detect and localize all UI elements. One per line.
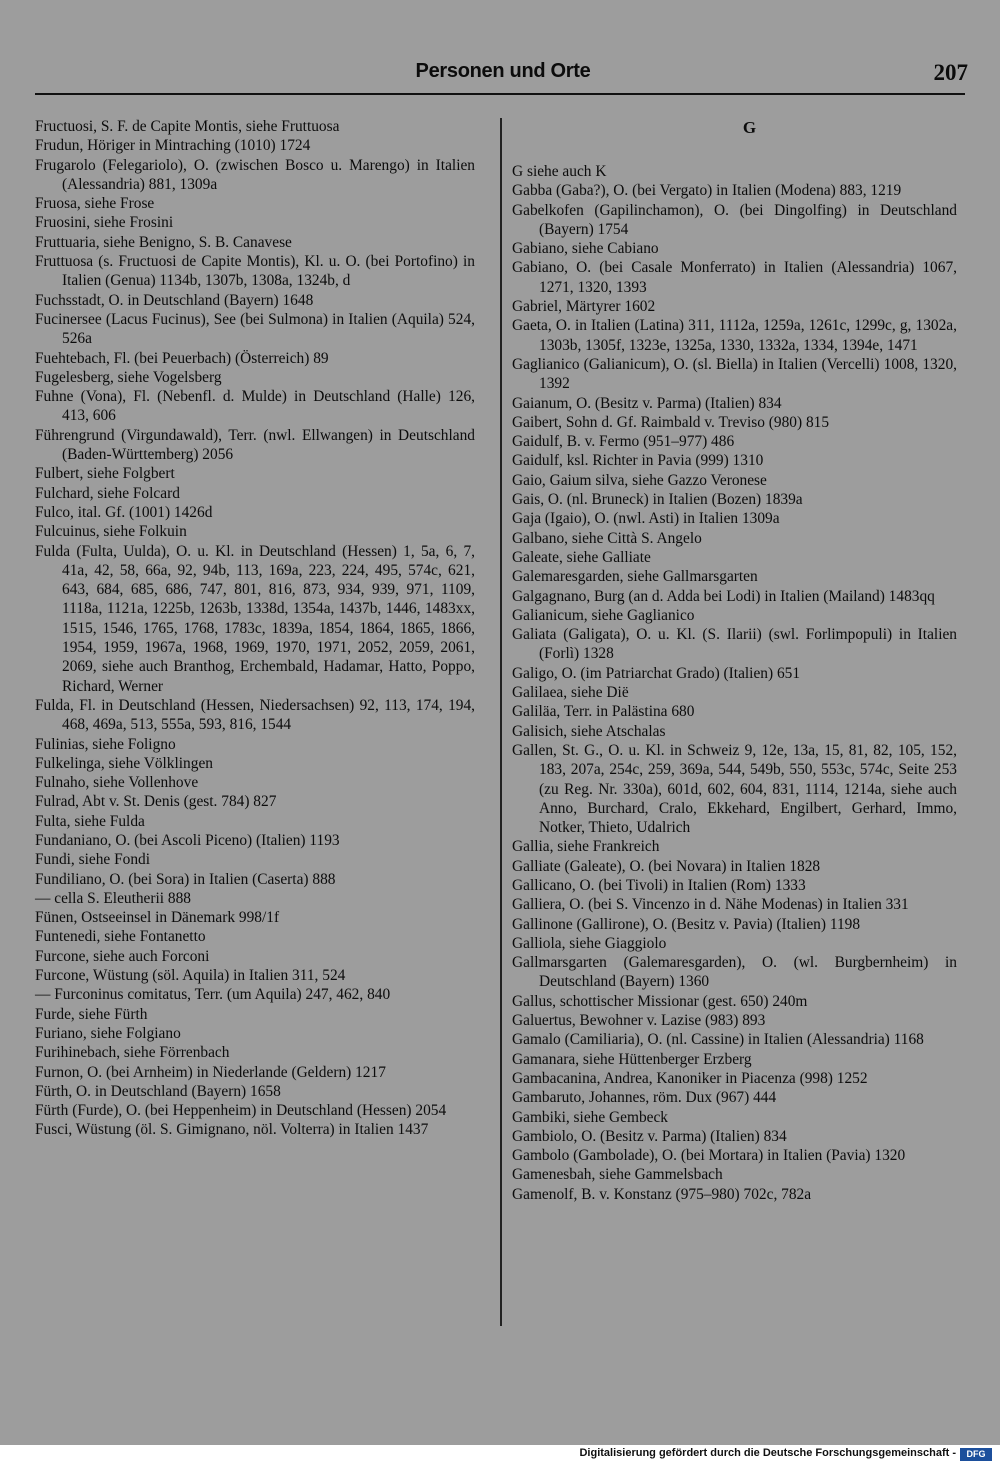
index-entry: — cella S. Eleutherii 888: [35, 889, 192, 907]
index-entry: Funtenedi, siehe Fontanetto: [35, 928, 206, 946]
index-entry: Fugelesberg, siehe Vogelsberg: [35, 368, 222, 386]
index-entry: Gamenolf, B. v. Konstanz (975–980) 702c, 782a: [512, 1185, 812, 1203]
column-divider: [500, 118, 502, 1326]
index-entry: Fruosini, siehe Frosini: [35, 214, 174, 232]
index-entry: Galliola, siehe Giaggiolo: [512, 934, 667, 952]
index-entry: Fulrad, Abt v. St. Denis (gest. 784) 827: [35, 793, 277, 811]
index-entry: Gabba (Gaba?), O. (bei Vergato) in Italien (Modena) 883, 1219: [512, 182, 902, 200]
index-entry: Galiläa, Terr. in Palästina 680: [512, 703, 695, 721]
index-entry: Gaidulf, ksl. Richter in Pavia (999) 1310: [512, 452, 764, 470]
index-entry: Gaio, Gaium silva, siehe Gazzo Veronese: [512, 471, 767, 489]
index-entry: Gambaruto, Johannes, röm. Dux (967) 444: [512, 1089, 777, 1107]
footer-bar: [0, 1445, 1000, 1465]
index-entry: Furde, siehe Fürth: [35, 1005, 148, 1023]
index-entry: Gallicano, O. (bei Tivoli) in Italien (Rom) 1333: [512, 876, 806, 894]
index-entry: Fruosa, siehe Frose: [35, 195, 155, 213]
index-entry: Gambolo (Gambolade), O. (bei Mortara) in Italien (Pavia) 1320: [512, 1147, 906, 1165]
index-entry: Fulchard, siehe Folcard: [35, 484, 180, 502]
index-entry: Gaianum, O. (Besitz v. Parma) (Italien) 834: [512, 394, 782, 412]
index-entry: Fulta, siehe Fulda: [35, 812, 145, 830]
index-entry: Gallia, siehe Frankreich: [512, 838, 660, 856]
index-entry: Furnon, O. (bei Arnheim) in Niederlande (Geldern) 1217: [35, 1063, 386, 1081]
funding-credit: Digitalisierung gefördert durch die Deutsche Forschungsgemeinschaft -: [579, 1447, 956, 1459]
index-entry: Gambiki, siehe Gembeck: [512, 1108, 668, 1126]
index-entry: Galigo, O. (im Patriarchat Grado) (Italien) 651: [512, 664, 801, 682]
index-entry: Gabriel, Märtyrer 1602: [512, 298, 656, 316]
index-entry: Fructuosi, S. F. de Capite Montis, siehe Fruttuosa: [35, 118, 340, 135]
index-entry: Gallinone (Gallirone), O. (Besitz v. Pavia) (Italien) 1198: [512, 915, 861, 933]
index-entry: Gallmarsgarten (Galemaresgarden), O. (wl. Burgbernheim) in Deutschland (Bayern) 1360: [512, 954, 957, 991]
index-entry: Galisich, siehe Atschalas: [512, 722, 666, 740]
index-entry: Führengrund (Virgundawald), Terr. (nwl. Ellwangen) in Deutschland (Baden-Württemberg) 2056: [35, 426, 475, 464]
letter-heading: G: [742, 118, 757, 137]
index-entry: Gais, O. (nl. Bruneck) in Italien (Bozen) 1839a: [512, 491, 803, 509]
running-header-title: Personen und Orte: [415, 60, 591, 82]
index-entry: Galiata (Galigata), O. u. Kl. (S. Ilarii) (swl. Forlimpopuli) in Italien (Forlì) 1328: [512, 626, 957, 663]
index-entry: Gaglianico (Galianicum), O. (sl. Biella) in Italien (Vercelli) 1008, 1320, 1392: [512, 355, 957, 393]
index-entry: Fundaniano, O. (bei Ascoli Piceno) (Italien) 1193: [35, 831, 340, 849]
index-entry: Fürth, O. in Deutschland (Bayern) 1658: [35, 1082, 281, 1100]
index-entry: Galliate (Galeate), O. (bei Novara) in Italien 1828: [512, 857, 821, 875]
index-entry: Furcone, Wüstung (söl. Aquila) in Italien 311, 524: [35, 967, 346, 985]
index-entry: Galeate, siehe Galliate: [512, 548, 651, 566]
index-entry: Furihinebach, siehe Förrenbach: [35, 1044, 230, 1062]
index-entry: Gaidulf, B. v. Fermo (951–977) 486: [512, 433, 735, 451]
header-rule: [35, 93, 965, 95]
index-entry: Galgagnano, Burg (an d. Adda bei Lodi) in Italien (Mailand) 1483qq: [512, 587, 935, 605]
left-index-column: [35, 117, 475, 1140]
index-entry: Fruttuosa (s. Fructuosi de Capite Montis), Kl. u. O. (bei Portofino) in Italien (Genua) 1134b, 1307b, 1308a, 1324b, d: [35, 253, 475, 290]
index-entry: Gambiolo, O. (Besitz v. Parma) (Italien) 834: [512, 1127, 787, 1145]
index-entry: Gamalo (Camiliaria), O. (nl. Cassine) in Italien (Alessandria) 1168: [512, 1031, 924, 1049]
index-entry: Fuehtebach, Fl. (bei Peuerbach) (Österreich) 89: [35, 349, 329, 367]
index-entry: Gabiano, siehe Cabiano: [512, 240, 659, 258]
index-entry: Gaja (Igaio), O. (nwl. Asti) in Italien 1309a: [512, 510, 780, 528]
index-entry: Fulcuinus, siehe Folkuin: [35, 523, 187, 541]
dfg-logo-icon: DFG: [960, 1448, 992, 1461]
index-entry: Gabelkofen (Gapilinchamon), O. (bei Dingolfing) in Deutschland (Bayern) 1754: [512, 201, 957, 238]
index-entry: Fundi, siehe Fondi: [35, 851, 151, 869]
index-entry: Fürth (Furde), O. (bei Heppenheim) in Deutschland (Hessen) 2054: [35, 1102, 447, 1120]
index-entry: Fuchsstadt, O. in Deutschland (Bayern) 1648: [35, 291, 314, 309]
index-entry: Fruttuaria, siehe Benigno, S. B. Canavese: [35, 233, 292, 251]
index-entry: Gabiano, O. (bei Casale Monferrato) in Italien (Alessandria) 1067, 1271, 1320, 1393: [512, 259, 957, 296]
index-entry: Frugarolo (Felegariolo), O. (zwischen Bosco u. Marengo) in Italien (Alessandria) 881, 1309a: [35, 156, 475, 193]
index-entry: Gamenesbah, siehe Gammelsbach: [512, 1166, 723, 1184]
index-entry: Gaeta, O. in Italien (Latina) 311, 1112a, 1259a, 1261c, 1299c, g, 1302a, 1303b, 1305f, 1323e, 1325a, 1330, 1332a, 1334, 1394e, 1471: [512, 317, 957, 354]
index-entry: Fulbert, siehe Folgbert: [35, 465, 175, 483]
index-entry: Galianicum, siehe Gaglianico: [512, 606, 695, 624]
index-entry: Gambacanina, Andrea, Kanoniker in Piacenza (998) 1252: [512, 1069, 868, 1087]
index-entry: Fulinias, siehe Foligno: [35, 735, 176, 753]
index-entry: Fundiliano, O. (bei Sora) in Italien (Caserta) 888: [35, 870, 336, 888]
index-entry: Furcone, siehe auch Forconi: [35, 947, 210, 965]
index-entry: Fuhne (Vona), Fl. (Nebenfl. d. Mulde) in Deutschland (Halle) 126, 413, 606: [35, 388, 475, 425]
right-index-column: [512, 117, 957, 1204]
index-entry: Furiano, siehe Folgiano: [35, 1024, 181, 1042]
index-entry: Fulda (Fulta, Uulda), O. u. Kl. in Deutschland (Hessen) 1, 5a, 6, 7, 41a, 42, 58, 66a, 92, 94b, 113, 169a, 223, 224, 495, 574c, 621, 643, 684, 685, 686, 747, 801, 816, 873, 934, 939, 971, 1109, 1118a, 1121a, 1225b, 1263b, 1338d, 1354a, 1437b, 1446, 1483xx, 1515, 1546, 1765, 1768, 1783c, 1839a, 1854, 1864, 1865, 1866, 1954, 1959, 1967a, 1968, 1969, 1970, 1971, 2052, 2059, 2061, 2069, siehe auch Branthog, Erchembald, Hadamar, Hatto, Poppo, Richard, Werner: [35, 542, 475, 695]
index-entry: Galbano, siehe Città S. Angelo: [512, 529, 702, 547]
index-entry: Galuertus, Bewohner v. Lazise (983) 893: [512, 1012, 766, 1030]
index-entry: Gamanara, siehe Hüttenberger Erzberg: [512, 1050, 752, 1068]
index-entry: Frudun, Höriger in Mintraching (1010) 1724: [35, 137, 311, 155]
index-entry: — Furconinus comitatus, Terr. (um Aquila) 247, 462, 840: [35, 986, 391, 1004]
index-entry: Fusci, Wüstung (öl. S. Gimignano, nöl. Volterra) in Italien 1437: [35, 1121, 429, 1139]
index-entry: Fünen, Ostseeinsel in Dänemark 998/1f: [35, 909, 280, 927]
index-entry: Gallus, schottischer Missionar (gest. 650) 240m: [512, 992, 808, 1010]
index-entry: Fulda, Fl. in Deutschland (Hessen, Niedersachsen) 92, 113, 174, 194, 468, 469a, 513, 555a, 593, 816, 1544: [35, 696, 475, 734]
index-entry: Gaibert, Sohn d. Gf. Raimbald v. Treviso (980) 815: [512, 413, 830, 431]
index-entry: Galilaea, siehe Dië: [512, 684, 629, 702]
index-entry: G siehe auch K: [512, 163, 607, 180]
index-entry: Fucinersee (Lacus Fucinus), See (bei Sulmona) in Italien (Aquila) 524, 526a: [35, 310, 475, 348]
index-entry: Fulnaho, siehe Vollenhove: [35, 774, 199, 792]
index-entry: Galliera, O. (bei S. Vincenzo in d. Nähe Modenas) in Italien 331: [512, 896, 909, 914]
index-entry: Gallen, St. G., O. u. Kl. in Schweiz 9, 12e, 13a, 15, 81, 82, 105, 152, 183, 207a, 254c, 259, 369a, 544, 549b, 550, 553c, 574c, Seite 253 (zu Reg. Nr. 330a), 601d, 602, 604, 831, 1114, 1214a, siehe auch Anno, Burchard, Cralo, Ekkehard, Engilbert, Gerhard, Immo, Notker, Thieto, Udalrich: [512, 741, 957, 837]
index-entry: Galemaresgarden, siehe Gallmarsgarten: [512, 568, 758, 586]
index-entry: Fulco, ital. Gf. (1001) 1426d: [35, 503, 213, 521]
index-entry: Fulkelinga, siehe Völklingen: [35, 754, 213, 772]
page-number: 207: [933, 60, 968, 85]
